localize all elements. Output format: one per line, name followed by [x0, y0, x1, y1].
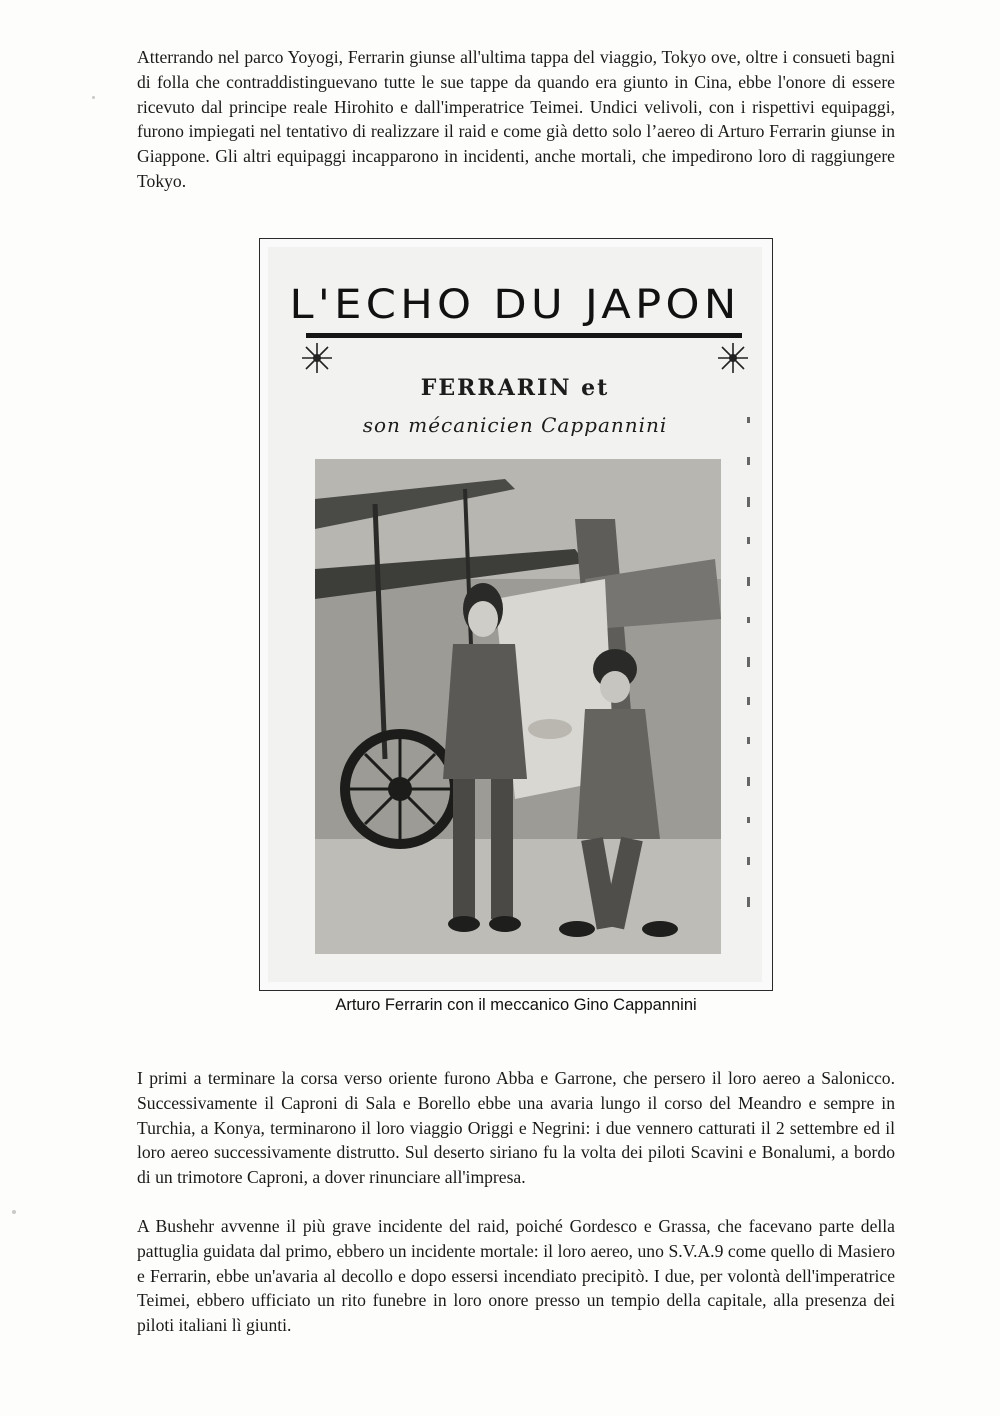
figure-caption: Arturo Ferrarin con il meccanico Gino Cappannini — [335, 996, 697, 1014]
paragraph-2: I primi a terminare la corsa verso oriente furono Abba e Garrone, che persero il loro aereo a Salonicco. Successivamente il Caproni di Sala e Borello ebbe una avaria lungo il corso del Meandro e sempre in Turchia, a Konya, terminarono il loro viaggio Origgi e Negrini: i due vennero catturati il 2 settembre ed il loro aereo successivamente distrutto. Sul deserto siriano fu la volta dei piloti Scavini e Bonalumi, a bordo di un trimotore Caproni, a dover rinunciare all'impresa. — [137, 1068, 895, 1188]
paragraph-1: Atterrando nel parco Yoyogi, Ferrarin giunse all'ultima tappa del viaggio, Tokyo ove, oltre i consueti bagni di folla che contraddistinguevano tutte le sue tappe da quando era giunto in Cina, ebbe l'onore di essere ricevuto dal principe reale Hirohito e dall'imperatrice Teimei. Undici velivoli, con i rispettivi equipaggi, furono impiegati nel tentativo di realizzare il raid e come già detto solo l’aereo di Arturo Ferrarin giunse in Giappone. Gli altri equipaggi incapparono in incidenti, anche mortali, che impedirono loro di raggiungere Tokyo. — [137, 47, 895, 191]
paragraph-3: A Bushehr avvenne il più grave incidente del raid, poiché Gordesco e Grassa, che facevano parte della pattuglia guidata dal primo, ebbero un incidente mortale: il loro aereo, uno S.V.A.9 come quello di Masiero e Ferrarin, ebbe un'avaria al decollo e dopo essersi incendiato precipitò. I due, per volontà dell'imperatrice Teimei, ebbero ufficiato un rito funebre in loro onore presso un tempio della capitale, alla presenza dei piloti italiani lì giunti. — [137, 1216, 895, 1336]
scan-speck — [92, 96, 95, 99]
clipping-headline: FERRARIN et — [420, 375, 610, 401]
clipping-subheadline: son mécanicien Cappannini — [362, 413, 668, 437]
masthead-rule — [306, 333, 742, 338]
right-ornament-icon — [716, 341, 750, 375]
aviators-photograph — [315, 459, 721, 954]
plane-and-aviators-photo — [315, 459, 721, 954]
newspaper-masthead: L'ECHO DU JAPON — [289, 282, 741, 328]
figure-frame — [259, 238, 773, 991]
newspaper-clipping — [268, 247, 762, 982]
left-ornament-icon — [300, 341, 334, 375]
side-print-marks — [742, 417, 756, 937]
scan-speck — [12, 1210, 16, 1214]
